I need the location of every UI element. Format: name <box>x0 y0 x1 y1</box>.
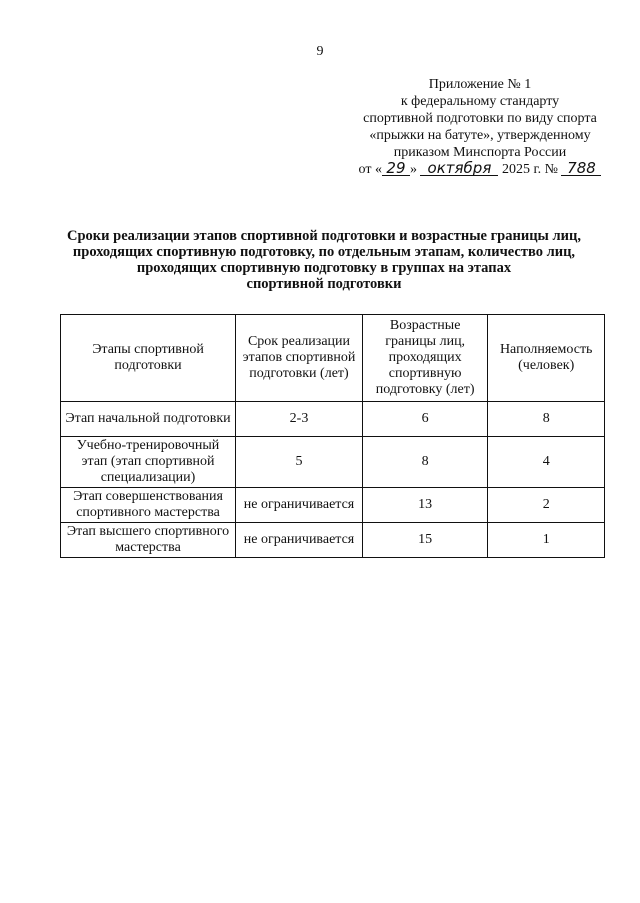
table-row <box>61 488 605 523</box>
cell-age: 15 <box>362 523 487 558</box>
cell-stage: Этап начальной подготовки <box>61 402 236 437</box>
document-title <box>40 228 608 292</box>
cell-age: 13 <box>362 488 487 523</box>
order-line <box>330 161 630 178</box>
handwritten-number: 788 <box>561 161 601 176</box>
header-stages: Этапы спортивной подготовки <box>61 315 236 402</box>
cell-duration: не ограничивается <box>236 523 363 558</box>
cell-duration: 2-3 <box>236 402 363 437</box>
cell-stage: Этап высшего спортивного мастерства <box>61 523 236 558</box>
cell-capacity: 1 <box>488 523 605 558</box>
table-row <box>61 402 605 437</box>
header-age: Возрастные границы лиц, проходящих спортивную подготовку (лет) <box>362 315 487 402</box>
title-line: проходящих спортивную подготовку в группах на этапах <box>136 260 512 276</box>
order-prefix: от « <box>358 162 382 177</box>
cell-capacity: 8 <box>488 402 605 437</box>
handwritten-day: 29 <box>382 161 410 176</box>
header-capacity: Наполняемость (человек) <box>488 315 605 402</box>
cell-capacity: 4 <box>488 437 605 488</box>
appendix-line: к федеральному стандарту <box>400 94 560 109</box>
handwritten-month: октября <box>420 161 498 176</box>
cell-age: 6 <box>362 402 487 437</box>
cell-duration: не ограничивается <box>236 488 363 523</box>
title-line: проходящих спортивную подготовку, по отдельным этапам, количество лиц, <box>72 244 576 260</box>
order-year: 2025 г. № <box>501 162 558 177</box>
cell-duration: 5 <box>236 437 363 488</box>
cell-capacity: 2 <box>488 488 605 523</box>
appendix-line: Приложение № 1 <box>428 77 532 92</box>
title-line: Сроки реализации этапов спортивной подготовки и возрастные границы лиц, <box>67 228 581 244</box>
title-line: спортивной подготовки <box>246 276 402 292</box>
stages-table <box>60 314 605 558</box>
appendix-line: «прыжки на батуте», утвержденному <box>369 128 591 143</box>
order-mid: » <box>409 162 417 177</box>
page-number: 9 <box>316 44 324 59</box>
table-header-row <box>61 315 605 402</box>
appendix-block <box>330 76 630 178</box>
table-row <box>61 437 605 488</box>
appendix-line: спортивной подготовки по виду спорта <box>363 111 597 126</box>
appendix-line: приказом Минспорта России <box>393 145 567 160</box>
table-row <box>61 523 605 558</box>
cell-stage: Этап совершенствования спортивного мастерства <box>61 488 236 523</box>
cell-stage: Учебно-тренировочный этап (этап спортивной специализации) <box>61 437 236 488</box>
header-duration: Срок реализации этапов спортивной подготовки (лет) <box>236 315 363 402</box>
cell-age: 8 <box>362 437 487 488</box>
